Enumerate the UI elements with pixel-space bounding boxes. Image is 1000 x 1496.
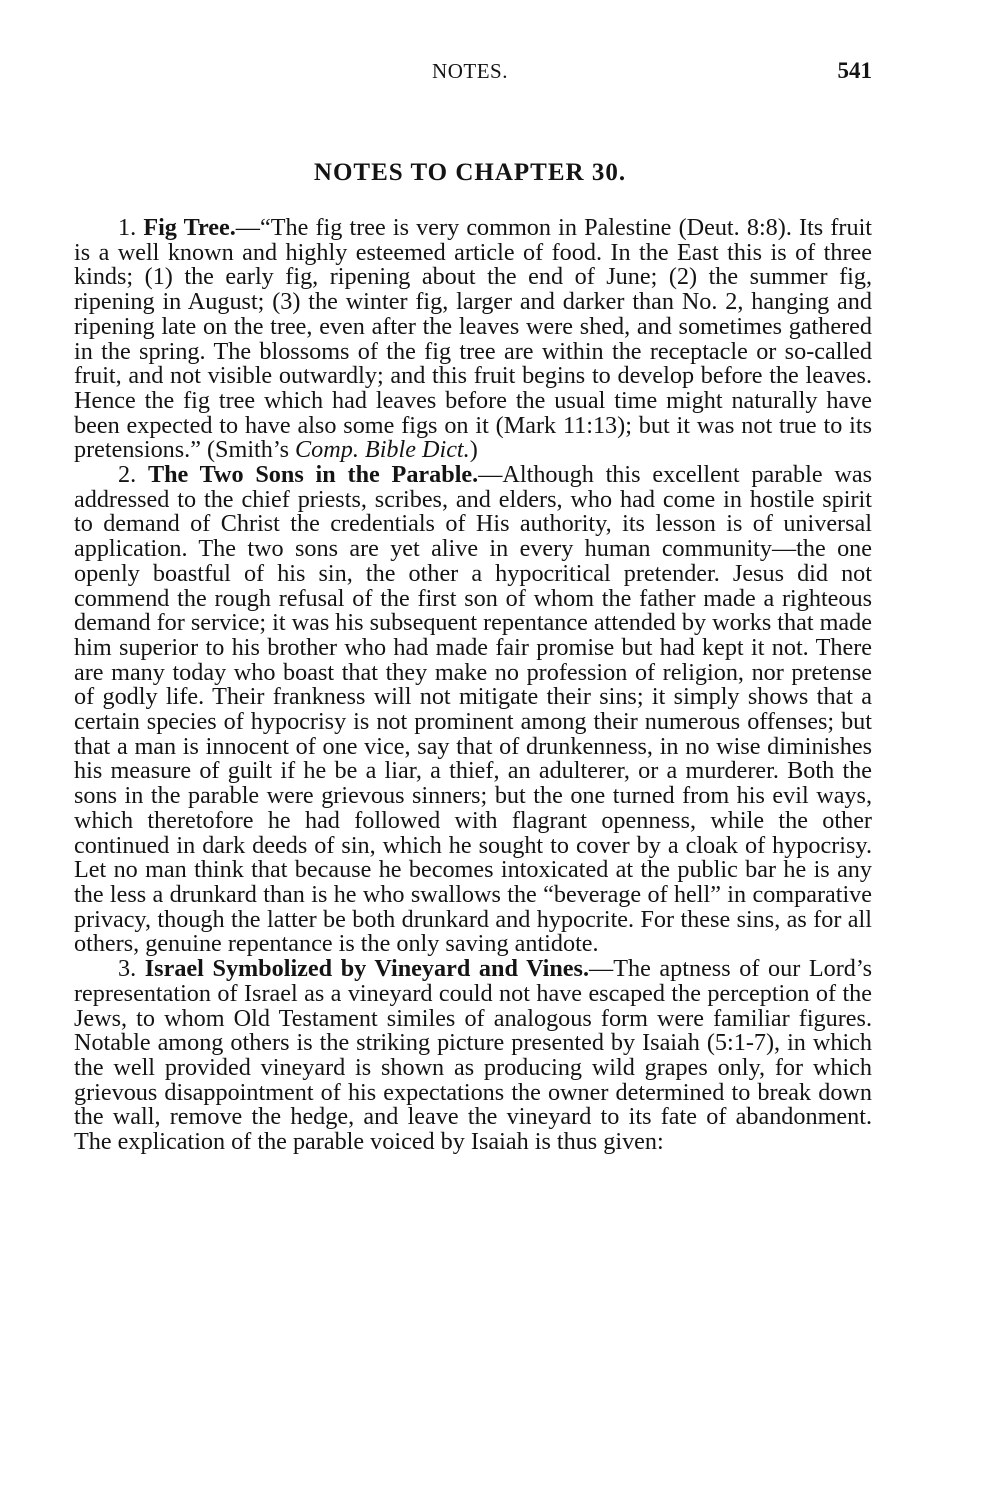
page-number: 541 bbox=[837, 58, 872, 83]
running-title: NOTES. bbox=[432, 59, 508, 83]
chapter-heading: NOTES TO CHAPTER 30. bbox=[313, 159, 627, 186]
note-1-number: 1. bbox=[118, 214, 137, 241]
note-1-citation: Comp. Bible Dict. bbox=[295, 436, 470, 464]
note-3-text: —The aptness of our Lord’s representation of Israel as a vineyard could not have escaped the perception of the Jews, to whom Old Testament similes of analogous form were familiar figures. Notable among others is the striking picture presented by Isaiah (5:1-7), in which the well provided vineyard is shown as producing wild grapes only, for which grievous disappointment of his expectations the owner determined to break down the wall, remove the hedge, and leave the vineyard to its fate of abandonment. The explication of the parable voiced by Isaiah is thus given: bbox=[74, 955, 873, 1156]
notes-body bbox=[74, 216, 872, 1155]
note-3-paragraph bbox=[74, 957, 872, 1155]
note-1-title: Fig Tree. bbox=[143, 214, 236, 241]
note-2-title: The Two Sons in the Parable. bbox=[147, 461, 479, 489]
note-1-text: —“The fig tree is very common in Palestine (Deut. 8:8). Its fruit is a well known and highly esteemed article of food. In the East this is of three kinds; (1) the early fig, ripening about the end of June; (2) the summer fig, ripening in August; (3) the winter fig, larger and darker than No. 2, hanging and ripening late on the tree, even after the leaves were shed, and sometimes gathered in the spring. The blossoms of the fig tree are within the receptacle or so-called fruit, and not visible outwardly; and this fruit begins to develop before the leaves. Hence the fig tree which had leaves before the usual time might naturally have been expected to have also some figs on it (Mark 11:13); but it was not true to its pretensions.” (Smith’s bbox=[74, 214, 873, 464]
note-2-paragraph bbox=[74, 463, 872, 957]
note-1-paragraph bbox=[74, 216, 872, 463]
note-1-text-end: ) bbox=[469, 436, 478, 464]
running-head bbox=[0, 56, 1000, 86]
note-2-number: 2. bbox=[118, 461, 137, 489]
note-3-number: 3. bbox=[118, 955, 137, 983]
note-2-text: —Although this excellent parable was addressed to the chief priests, scribes, and elders, who had come in hostile spirit to demand of Christ the credentials of His authority, its lesson is of universal application. The two sons are yet alive in every human community—the one openly boastful of his sin, the other a hypocritical pretender. Jesus did not commend the rough refusal of the first son of whom the father made a righteous demand for service; it was his subsequent repentance attended by works that made him superior to his brother who had made fair promise but had kept it not. There are many today who boast that they make no profession of religion, nor pretense of godly life. Their frankness will not mitigate their sins; it simply shows that a certain species of hypocrisy is not prominent among their numerous offenses; but that a man is innocent of one vice, say that of drunkenness, in no wise diminishes his measure of guilt if he be a liar, a thief, an adulterer, or a murderer. Both the sons in the parable were grievous sinners; but the one turned from his evil ways, which theretofore he had followed with flagrant openness, while the other continued in dark deeds of sin, which he sought to cover by a cloak of hypocrisy. Let no man think that because he becomes intoxicated at the public bar he is any the less a drunkard than is he who swallows the “beverage of hell” in comparative privacy, though the latter be both drunkard and hypocrite. For these sins, as for all others, genuine repentance is the only saving antidote. bbox=[74, 461, 873, 958]
note-3-title: Israel Symbolized by Vineyard and Vines. bbox=[144, 955, 590, 983]
